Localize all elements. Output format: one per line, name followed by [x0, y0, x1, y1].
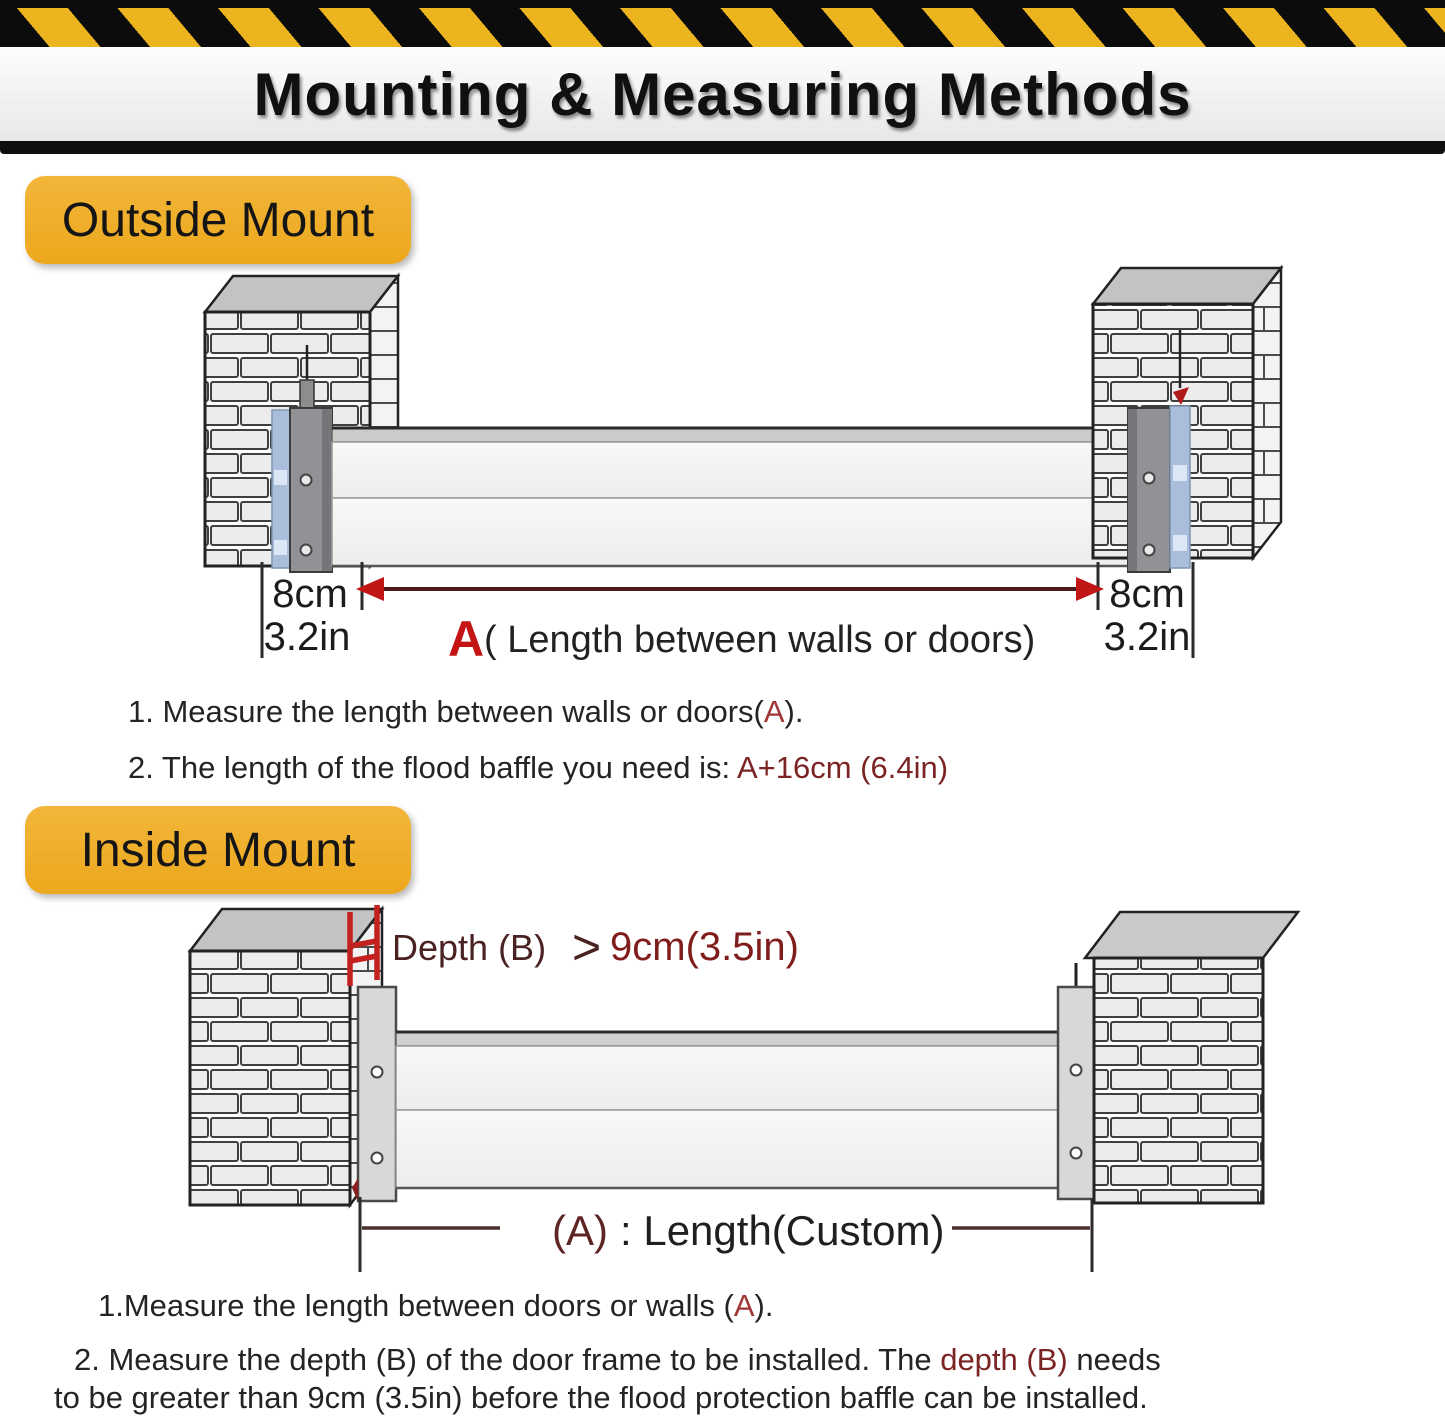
step-highlight: A — [733, 1288, 755, 1323]
outside-flood-barrier — [332, 428, 1128, 566]
step-text: 1.Measure the length between doors or walls ( — [98, 1288, 734, 1323]
length-a-marker: A — [448, 611, 485, 667]
outside-mount-steps — [128, 694, 948, 786]
seal-highlight — [274, 470, 287, 485]
step-text: ). — [784, 694, 804, 729]
step-text: 1. Measure the length between walls or doors( — [128, 694, 764, 729]
inside-step-2-line-2 — [54, 1380, 1148, 1416]
inside-right-pillar — [1085, 912, 1298, 1203]
left-offset-cm: 8cm — [272, 572, 348, 616]
step-highlight: depth (B) — [940, 1342, 1068, 1377]
outside-mount-label-text: Outside Mount — [61, 193, 375, 247]
right-channel — [1058, 987, 1094, 1199]
outside-left-mount — [272, 408, 332, 572]
pillar-front-face — [1094, 958, 1263, 1203]
greater-than-symbol: > — [572, 919, 602, 975]
screw-hole — [1071, 1148, 1082, 1159]
channel-shade — [1128, 409, 1137, 571]
barrier-panel — [396, 1046, 1058, 1110]
length-a-caption: ( Length between walls or doors) — [484, 619, 1036, 661]
step-text: 2. The length of the flood baffle you need is: — [128, 750, 737, 785]
barrier-panel — [332, 498, 1128, 566]
barrier-top-rail — [396, 1032, 1058, 1046]
banner-top-bar — [0, 0, 1445, 8]
hazard-stripes — [0, 8, 1445, 47]
pillar-front-face — [190, 951, 350, 1205]
depth-annotation — [392, 919, 799, 975]
screw-hole — [372, 1153, 383, 1164]
length-a-marker: (A) — [552, 1207, 608, 1254]
seal-highlight — [1173, 465, 1187, 481]
pillar-top-face — [1093, 268, 1281, 304]
outside-step-1 — [128, 694, 948, 730]
banner-bottom-bar — [0, 141, 1445, 154]
screw-hole — [301, 545, 312, 556]
barrier-top-rail — [332, 428, 1128, 442]
right-offset-in: 3.2in — [1103, 615, 1191, 659]
screw-hole — [1144, 545, 1155, 556]
inside-flood-barrier — [396, 1032, 1058, 1188]
header-banner — [0, 0, 1445, 154]
pillar-top-face — [1085, 912, 1298, 958]
outside-mount-diagram — [0, 260, 1445, 672]
inside-mount-label-text: Inside Mount — [80, 823, 356, 877]
step-highlight: A+16cm (6.4in) — [736, 750, 949, 785]
inside-left-mount — [352, 987, 396, 1201]
outside-mount-label — [25, 176, 411, 264]
inside-measurement — [360, 1197, 1092, 1272]
channel-shade — [322, 409, 332, 571]
left-channel — [358, 987, 396, 1201]
banner-title-band — [0, 47, 1445, 141]
screw-hole — [372, 1067, 383, 1078]
inside-right-mount — [1058, 963, 1094, 1199]
screw-hole — [1144, 473, 1155, 484]
left-offset-in: 3.2in — [263, 615, 351, 659]
pillar-top-face — [205, 276, 398, 312]
inside-left-pillar — [190, 909, 382, 1205]
barrier-panel — [396, 1110, 1058, 1188]
length-a-caption: : Length(Custom) — [620, 1207, 945, 1254]
step-highlight: A — [763, 694, 785, 729]
inside-step-1 — [98, 1288, 773, 1324]
screw-hole — [301, 475, 312, 486]
depth-value: 9cm(3.5in) — [610, 925, 799, 969]
pillar-side-face — [1253, 268, 1281, 558]
outside-measurement — [262, 562, 1193, 667]
step-text: needs — [1067, 1342, 1161, 1377]
step-text: ). — [754, 1288, 774, 1323]
outside-step-2 — [128, 750, 948, 786]
arrow-head-left-icon — [356, 577, 384, 601]
page-title: Mounting & Measuring Methods — [253, 60, 1192, 128]
inside-mount-label — [25, 806, 411, 894]
step-text: 2. Measure the depth (B) of the door frame to be installed. The — [74, 1342, 941, 1377]
arrow-head-right-icon — [1076, 577, 1104, 601]
right-offset-cm: 8cm — [1109, 572, 1185, 616]
step-text: to be greater than 9cm (3.5in) before the flood protection baffle can be installed. — [54, 1380, 1148, 1415]
inside-step-2-line-1 — [74, 1342, 1161, 1378]
seal-highlight — [1173, 535, 1187, 551]
seal-highlight — [274, 540, 287, 555]
barrier-panel — [332, 442, 1128, 498]
depth-label: Depth (B) — [392, 927, 547, 968]
inside-mount-diagram — [0, 900, 1445, 1278]
screw-hole — [1071, 1065, 1082, 1076]
